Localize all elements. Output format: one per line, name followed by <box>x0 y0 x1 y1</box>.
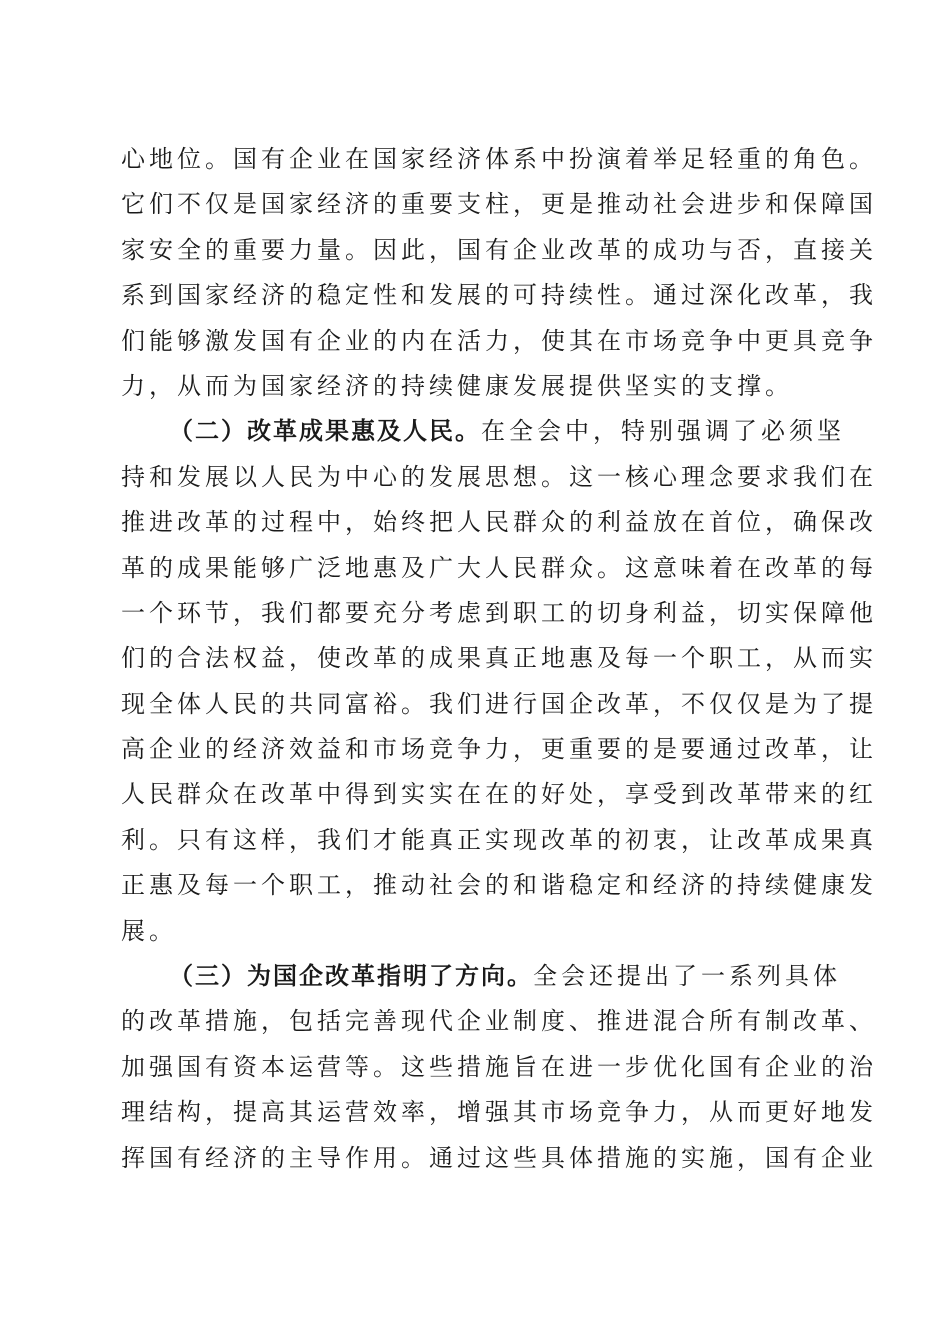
text-line: 力，从而为国家经济的持续健康发展提供坚实的支撑。 <box>121 371 793 400</box>
text-line: 们的合法权益，使改革的成果真正地惠及每一个职工，从而实 <box>121 644 877 673</box>
paragraph-first-line <box>121 954 841 999</box>
text-line: 挥国有经济的主导作用。通过这些具体措施的实施，国有企业 <box>121 1143 877 1172</box>
text-line: 一个环节，我们都要充分考虑到职工的切身利益，切实保障他 <box>121 598 877 627</box>
paragraph-1 <box>121 137 877 409</box>
paragraph-first-line <box>121 409 845 454</box>
text-line: 系到国家经济的稳定性和发展的可持续性。通过深化改革，我 <box>121 281 877 310</box>
text-line: 心地位。国有企业在国家经济体系中扮演着举足轻重的角色。 <box>121 145 877 173</box>
section-heading: （二）改革成果惠及人民。 <box>169 417 481 446</box>
text-line: 的改革措施，包括完善现代企业制度、推进混合所有制改革、 <box>121 1007 877 1036</box>
text-run: 在全会中，特别强调了必须坚 <box>481 417 845 446</box>
document-page <box>121 137 877 1181</box>
text-line: 推进改革的过程中，始终把人民群众的利益放在首位，确保改 <box>121 508 877 537</box>
text-line: 人民群众在改革中得到实实在在的好处，享受到改革带来的红 <box>121 780 877 809</box>
text-line: 展。 <box>121 916 177 945</box>
text-line: 正惠及每一个职工，推动社会的和谐稳定和经济的持续健康发 <box>121 871 877 900</box>
text-line: 高企业的经济效益和市场竞争力，更重要的是要通过改革，让 <box>121 735 877 764</box>
text-line: 持和发展以人民为中心的发展思想。这一核心理念要求我们在 <box>121 462 877 491</box>
paragraph-3 <box>121 954 877 1181</box>
text-run: 全会还提出了一系列具体 <box>533 962 841 991</box>
text-line: 现全体人民的共同富裕。我们进行国企改革，不仅仅是为了提 <box>121 689 877 718</box>
text-line: 们能够激发国有企业的内在活力，使其在市场竞争中更具竞争 <box>121 326 877 355</box>
text-line: 利。只有这样，我们才能真正实现改革的初衷，让改革成果真 <box>121 825 877 854</box>
text-line: 加强国有资本运营等。这些措施旨在进一步优化国有企业的治 <box>121 1052 877 1081</box>
text-line: 它们不仅是国家经济的重要支柱，更是推动社会进步和保障国 <box>121 190 877 219</box>
section-heading: （三）为国企改革指明了方向。 <box>169 962 533 991</box>
paragraph-2 <box>121 409 877 954</box>
text-line: 理结构，提高其运营效率，增强其市场竞争力，从而更好地发 <box>121 1098 877 1127</box>
text-line: 革的成果能够广泛地惠及广大人民群众。这意味着在改革的每 <box>121 553 877 582</box>
text-line: 家安全的重要力量。因此，国有企业改革的成功与否，直接关 <box>121 235 877 264</box>
